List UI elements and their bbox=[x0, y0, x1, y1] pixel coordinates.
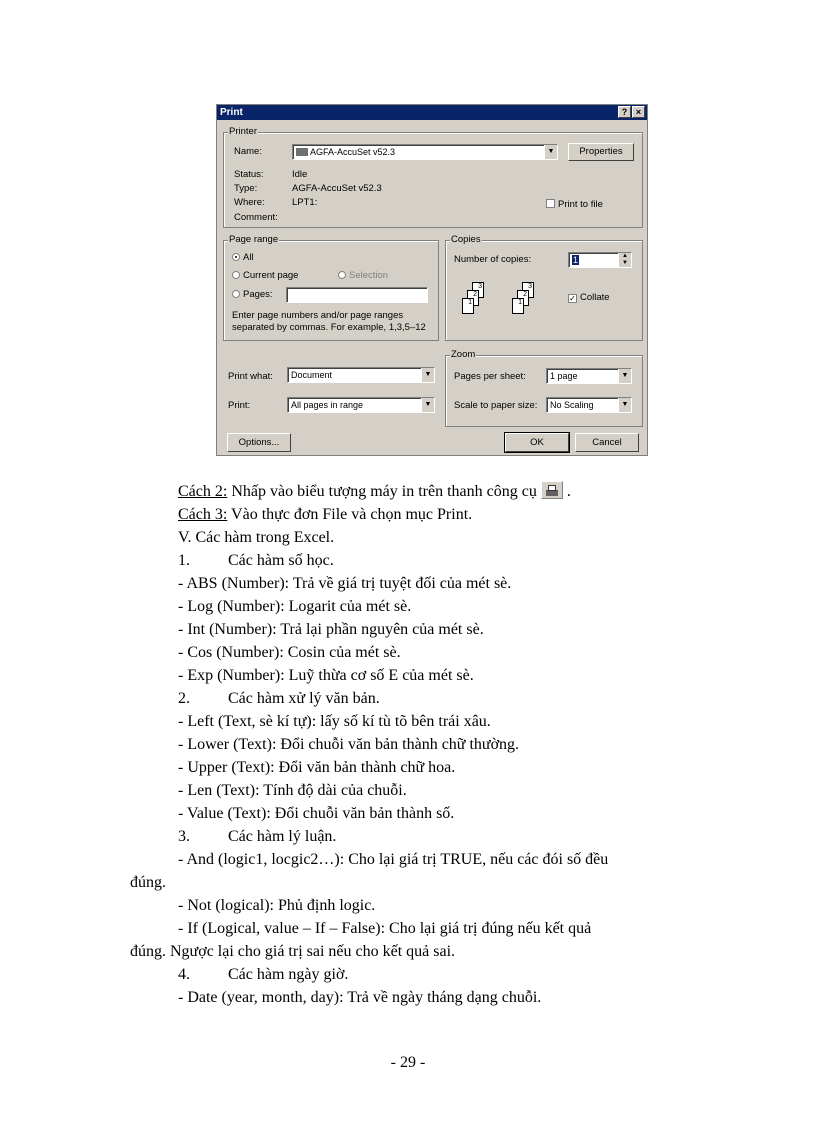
where-value: LPT1: bbox=[292, 197, 318, 208]
ok-button[interactable]: OK bbox=[505, 433, 569, 452]
checkmark-icon: ✓ bbox=[569, 294, 576, 303]
heading-4-number: 4. bbox=[178, 966, 190, 983]
chevron-down-icon: ▼ bbox=[544, 145, 557, 159]
page-range-hint-1: Enter page numbers and/or page ranges bbox=[232, 310, 404, 321]
collate-checkbox[interactable] bbox=[568, 292, 610, 303]
current-page-radio[interactable] bbox=[232, 270, 298, 281]
radio-icon bbox=[232, 271, 240, 279]
properties-button[interactable]: Properties bbox=[568, 143, 634, 161]
printer-group bbox=[223, 126, 643, 228]
print-to-file-checkbox[interactable] bbox=[546, 199, 603, 210]
print-select[interactable] bbox=[287, 397, 435, 413]
scale-label: Scale to paper size: bbox=[454, 400, 538, 411]
print-what-select[interactable] bbox=[287, 367, 435, 383]
and-paragraph-line1: - And (logic1, locgic2…): Cho lại giá trị TRUE, nếu các đói số đều bbox=[178, 851, 609, 868]
number-of-copies-label: Number of copies: bbox=[454, 254, 532, 265]
list-item: - Upper (Text): Đổi văn bản thành chữ hoa. bbox=[178, 759, 456, 776]
selection-radio[interactable] bbox=[338, 270, 388, 281]
scale-value: No Scaling bbox=[550, 400, 594, 410]
pages-input[interactable] bbox=[286, 287, 428, 303]
heading-4-text: Các hàm ngày giờ. bbox=[228, 966, 349, 983]
status-value: Idle bbox=[292, 169, 308, 180]
copies-spinner[interactable] bbox=[568, 252, 632, 268]
heading-3 bbox=[178, 826, 336, 848]
radio-icon bbox=[232, 290, 240, 298]
cach2-line: Cách 2: Nhấp vào biểu tượng máy in trên thanh công cụ . bbox=[178, 483, 571, 500]
radio-selected-icon bbox=[232, 253, 240, 261]
cach3-text: Vào thực đơn File và chọn mục Print. bbox=[227, 506, 473, 523]
page-number: - 29 - bbox=[390, 1054, 426, 1071]
help-button[interactable]: ? bbox=[618, 106, 631, 118]
print-to-file-label: Print to file bbox=[558, 199, 603, 210]
scale-select[interactable] bbox=[546, 397, 632, 413]
and-paragraph-line2: đúng. bbox=[130, 874, 166, 891]
if-paragraph-line1: - If (Logical, value – If – False): Cho lại giá trị đúng nếu kết quả bbox=[178, 920, 592, 937]
heading-1-text: Các hàm số học. bbox=[228, 552, 334, 569]
type-label: Type: bbox=[234, 183, 258, 194]
heading-2 bbox=[178, 688, 380, 710]
list-item: - Cos (Number): Cosin của mét sè. bbox=[178, 644, 401, 661]
heading-3-text: Các hàm lý luận. bbox=[228, 828, 337, 845]
printer-group-label: Printer bbox=[229, 126, 257, 137]
printer-name-value: AGFA-AccuSet v52.3 bbox=[310, 147, 396, 157]
cancel-button[interactable]: Cancel bbox=[575, 433, 639, 452]
print-dialog bbox=[216, 104, 648, 456]
radio-icon bbox=[338, 271, 346, 279]
chevron-down-icon: ▼ bbox=[421, 368, 434, 382]
cach3-line bbox=[178, 504, 472, 526]
list-item: - Not (logical): Phủ định logic. bbox=[178, 897, 376, 914]
list-item: - ABS (Number): Trả về giá trị tuyệt đối của mét sè. bbox=[178, 575, 512, 592]
all-radio[interactable] bbox=[232, 252, 254, 263]
copies-group-label: Copies bbox=[451, 234, 481, 245]
dialog-titlebar bbox=[217, 105, 647, 120]
printer-name-select[interactable] bbox=[292, 144, 558, 160]
chevron-down-icon: ▼ bbox=[618, 398, 631, 412]
heading-1 bbox=[178, 550, 334, 572]
current-page-label: Current page bbox=[243, 270, 299, 281]
close-button[interactable]: × bbox=[632, 106, 645, 118]
list-item: - Log (Number): Logarit của mét sè. bbox=[178, 598, 412, 615]
pages-radio[interactable] bbox=[232, 289, 273, 300]
pages-per-sheet-value: 1 page bbox=[550, 371, 578, 381]
print-value: All pages in range bbox=[291, 400, 364, 410]
copies-value: 1 bbox=[573, 255, 579, 265]
all-label: All bbox=[243, 252, 254, 263]
zoom-group bbox=[445, 349, 643, 427]
heading-2-text: Các hàm xử lý văn bản. bbox=[228, 690, 380, 707]
heading-2-number: 2. bbox=[178, 690, 190, 707]
selection-label: Selection bbox=[349, 270, 389, 281]
cach2-label: Cách 2: bbox=[178, 483, 228, 500]
spin-arrows-icon[interactable]: ▲ ▼ bbox=[618, 253, 631, 267]
cach3-label: Cách 3: bbox=[178, 506, 228, 523]
print-what-label: Print what: bbox=[228, 371, 273, 382]
list-item: - Date (year, month, day): Trả về ngày tháng dạng chuỗi. bbox=[178, 989, 542, 1006]
pages-per-sheet-select[interactable] bbox=[546, 368, 632, 384]
print-what-value: Document bbox=[291, 370, 333, 380]
collate-label: Collate bbox=[580, 292, 610, 303]
options-button[interactable]: Options... bbox=[227, 433, 291, 452]
comment-label: Comment: bbox=[234, 212, 278, 223]
list-item: - Lower (Text): Đổi chuỗi văn bản thành chữ thường. bbox=[178, 736, 520, 753]
name-label: Name: bbox=[234, 146, 262, 157]
pages-per-sheet-label: Pages per sheet: bbox=[454, 371, 526, 382]
type-value: AGFA-AccuSet v52.3 bbox=[292, 183, 382, 194]
cach2-text: Nhấp vào biểu tượng máy in trên thanh công cụ bbox=[227, 483, 537, 500]
list-item: - Value (Text): Đổi chuỗi văn bản thành số. bbox=[178, 805, 455, 822]
dialog-title: Print bbox=[220, 107, 243, 118]
pages-label: Pages: bbox=[243, 289, 273, 300]
page-range-group bbox=[223, 234, 439, 341]
heading-1-number: 1. bbox=[178, 552, 190, 569]
page-range-hint-2: separated by commas. For example, 1,3,5–12 bbox=[232, 322, 426, 333]
heading-3-number: 3. bbox=[178, 828, 190, 845]
chevron-down-icon: ▼ bbox=[618, 369, 631, 383]
printer-toolbar-icon bbox=[541, 481, 563, 499]
if-paragraph-line2: đúng. Ngược lại cho giá trị sai nếu cho kết quả sai. bbox=[130, 943, 456, 960]
list-item: - Left (Text, sè kí tự): lấy số kí tù tõ bên trái xâu. bbox=[178, 713, 491, 730]
printer-icon bbox=[296, 148, 308, 156]
heading-4 bbox=[178, 964, 348, 986]
list-item: - Len (Text): Tính độ dài của chuỗi. bbox=[178, 782, 407, 799]
page-range-group-label: Page range bbox=[229, 234, 279, 245]
chevron-down-icon: ▼ bbox=[421, 398, 434, 412]
checkbox-icon bbox=[546, 199, 555, 208]
list-item: - Int (Number): Trả lại phần nguyên của mét sè. bbox=[178, 621, 484, 638]
where-label: Where: bbox=[234, 197, 265, 208]
status-label: Status: bbox=[234, 169, 264, 180]
copies-group: Copies Number of copies: 1 ▲ ▼ 3 2 1 3 2 1 ✓ Collate bbox=[445, 240, 643, 341]
zoom-group-label: Zoom bbox=[451, 349, 476, 360]
print-label: Print: bbox=[228, 400, 251, 411]
section-heading: V. Các hàm trong Excel. bbox=[178, 529, 335, 546]
list-item: - Exp (Number): Luỹ thừa cơ số E của mét sè. bbox=[178, 667, 474, 684]
